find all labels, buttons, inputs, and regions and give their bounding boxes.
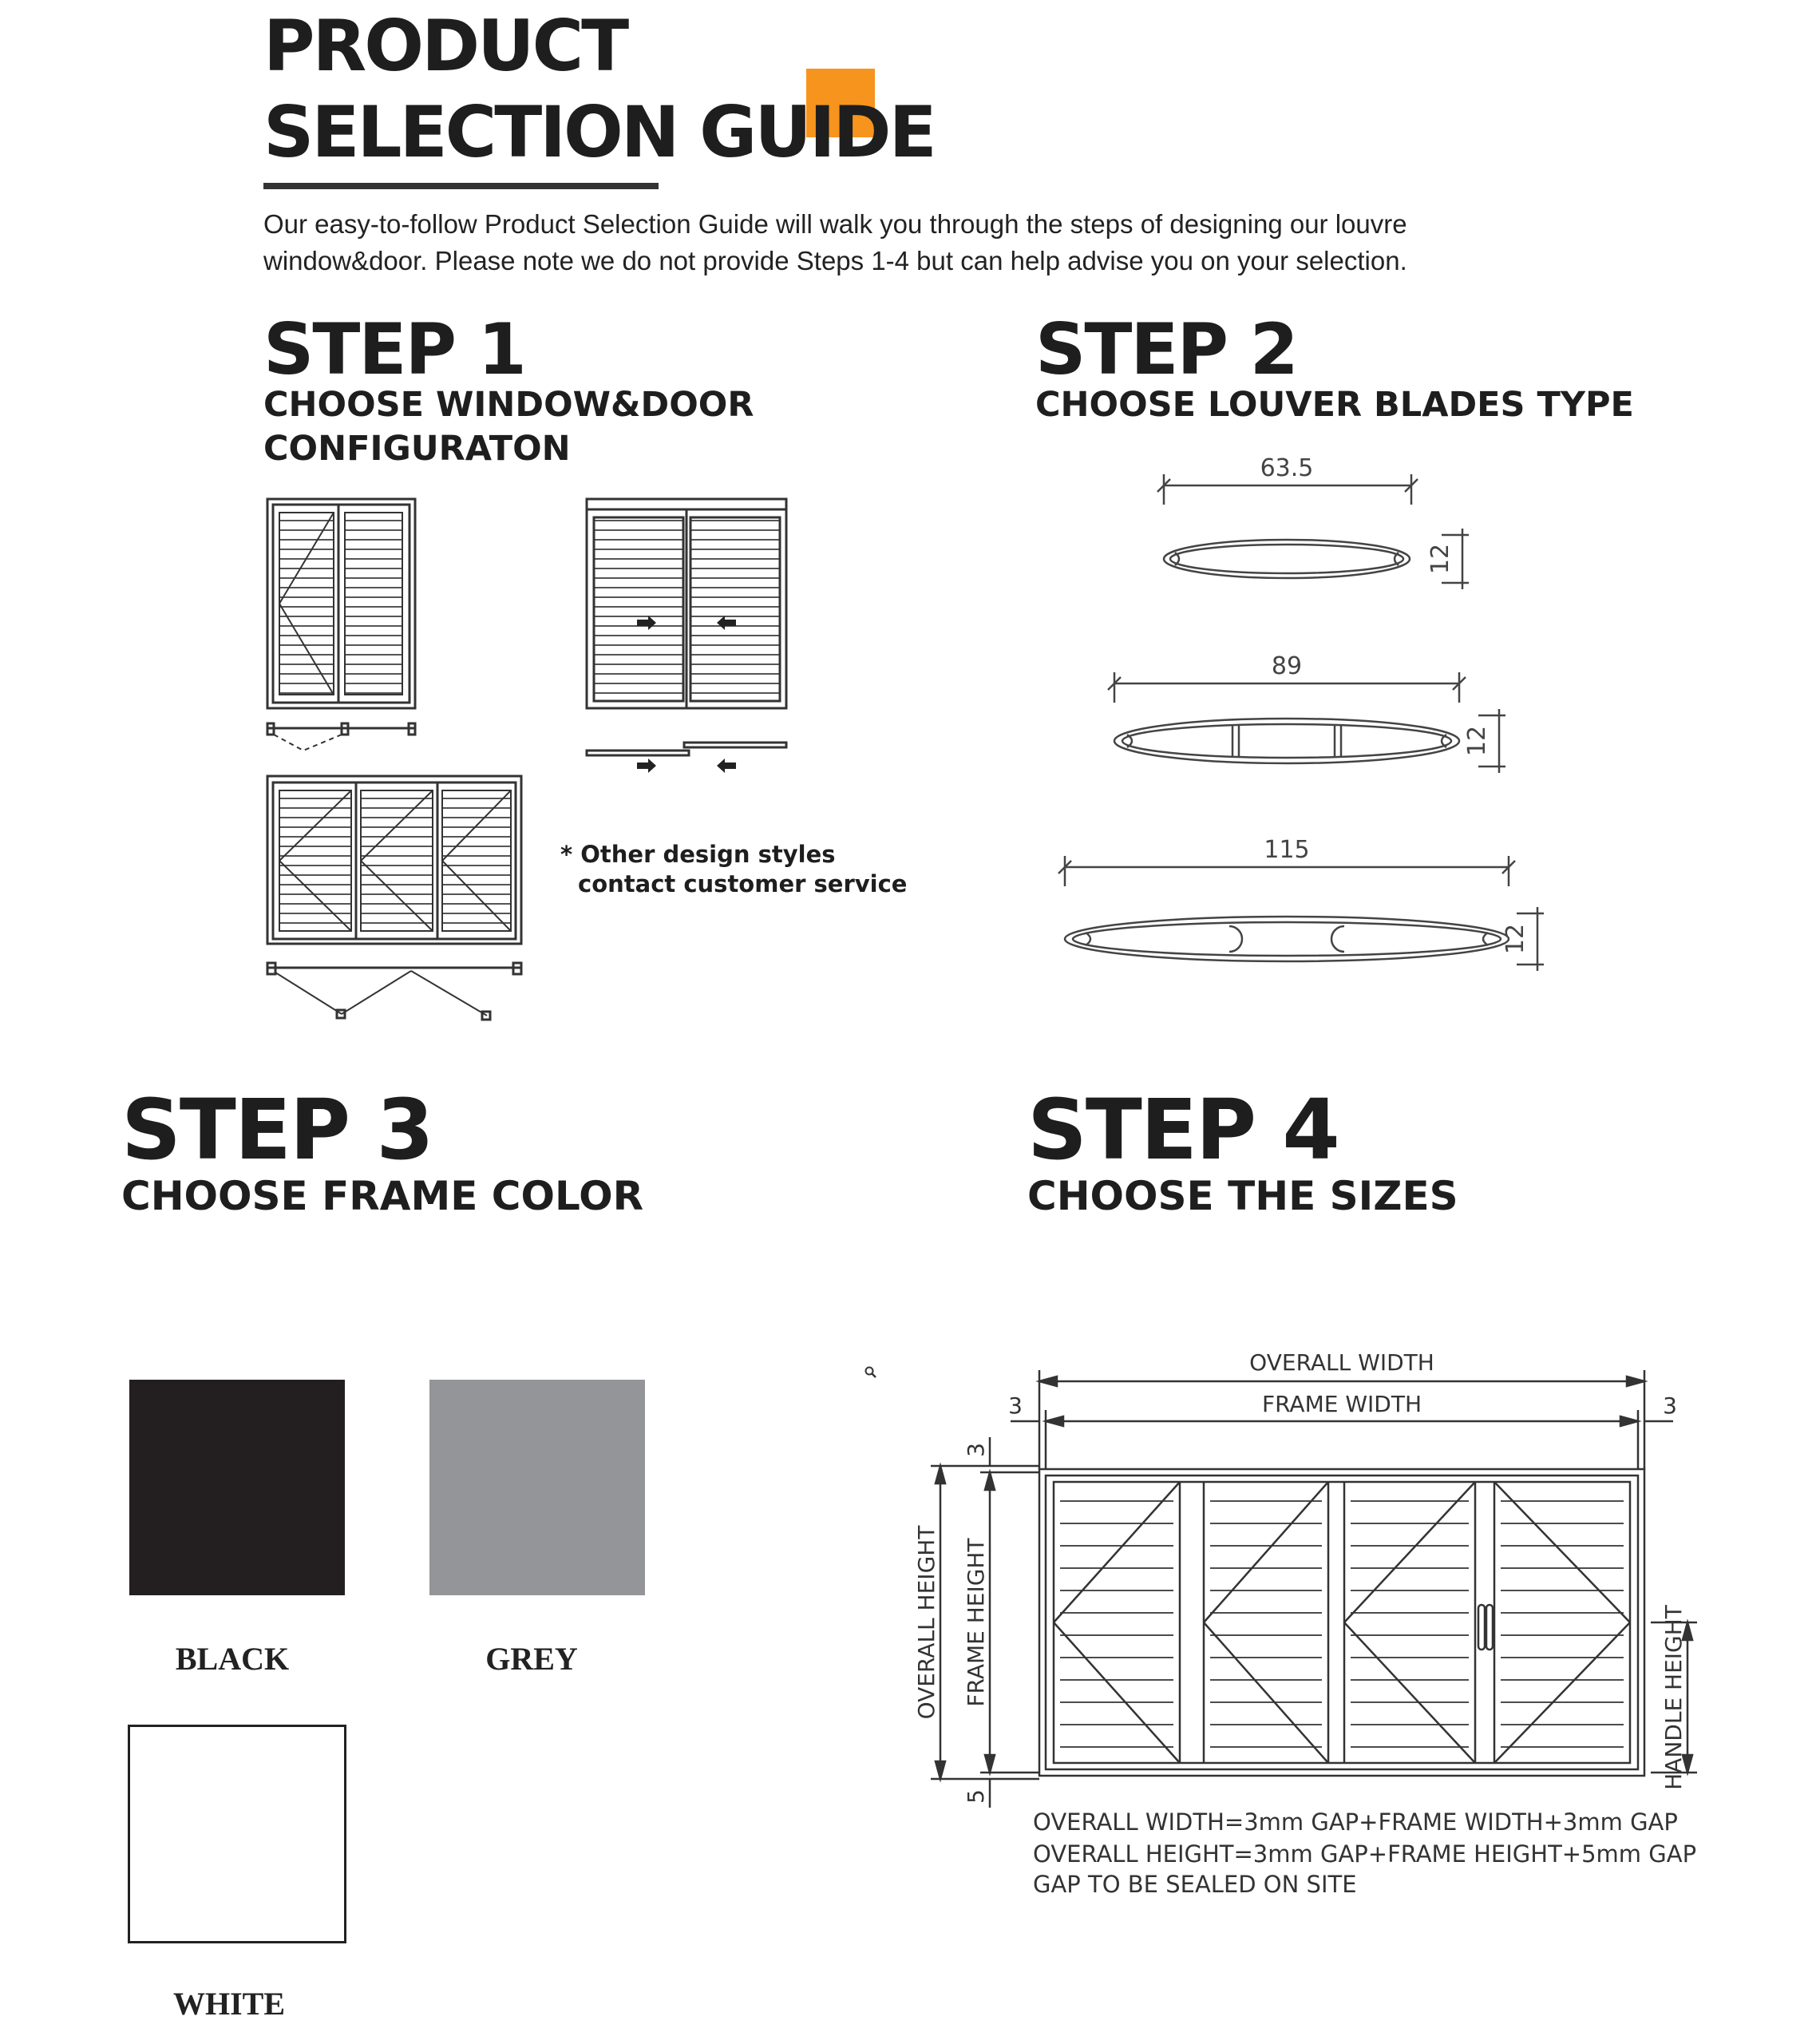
intro-text xyxy=(263,206,1407,279)
blade-63-drawing xyxy=(1157,474,1469,589)
gap-bottom-label: 5 xyxy=(963,1789,989,1804)
step1-note-line-1: * Other design styles xyxy=(560,841,836,868)
blade-3-thickness: 12 xyxy=(1501,923,1529,955)
blade-2-thickness: 12 xyxy=(1463,725,1491,757)
step4-subtitle: CHOOSE THE SIZES xyxy=(1027,1173,1458,1219)
gap-left-label: 3 xyxy=(1008,1392,1023,1419)
blade-115-drawing xyxy=(1058,856,1544,971)
louver-blade-drawings xyxy=(1038,447,1581,990)
title-line-2: SELECTION GUIDE xyxy=(263,91,935,173)
step1-heading: STEP 1 xyxy=(263,308,525,390)
sizes-note-2: OVERALL HEIGHT=3mm GAP+FRAME HEIGHT+5mm GAP xyxy=(1033,1840,1697,1868)
config-sliding-drawing xyxy=(587,499,786,773)
title-underline xyxy=(263,183,659,189)
overall-height-label: OVERALL HEIGHT xyxy=(913,1525,940,1720)
step1-subtitle-line-1: CHOOSE WINDOW&DOOR xyxy=(263,385,754,425)
intro-line-2: window&door. Please note we do not provide Steps 1-4 but can help advise you on your selection. xyxy=(263,246,1407,275)
color-swatch-grey[interactable] xyxy=(429,1380,645,1595)
step4-heading: STEP 4 xyxy=(1027,1081,1339,1178)
color-label-white: WHITE xyxy=(172,1986,286,2022)
frame-height-label: FRAME HEIGHT xyxy=(963,1538,989,1707)
blade-2-width: 89 xyxy=(1271,652,1303,680)
color-swatch-black[interactable] xyxy=(129,1380,345,1595)
step3-subtitle: CHOOSE FRAME COLOR xyxy=(121,1173,644,1219)
overall-width-label: OVERALL WIDTH xyxy=(1249,1349,1434,1376)
color-swatch-white[interactable] xyxy=(128,1725,346,1943)
step3-heading: STEP 3 xyxy=(121,1081,433,1178)
configuration-drawings xyxy=(255,487,894,1030)
intro-line-1: Our easy-to-follow Product Selection Guide will walk you through the steps of designing our louvre xyxy=(263,209,1407,239)
sizes-note-3: GAP TO BE SEALED ON SITE xyxy=(1033,1871,1357,1898)
blade-89-drawing xyxy=(1108,672,1505,773)
blade-3-width: 115 xyxy=(1264,836,1310,864)
config-two-panel-drawing xyxy=(267,499,415,751)
step1-note xyxy=(560,840,907,899)
sizes-diagram xyxy=(902,1341,1724,1916)
step2-heading: STEP 2 xyxy=(1035,308,1297,390)
step1-subtitle xyxy=(263,383,754,471)
sizes-note-1: OVERALL WIDTH=3mm GAP+FRAME WIDTH+3mm GAP xyxy=(1033,1808,1678,1836)
gap-top-label: 3 xyxy=(963,1443,989,1457)
frame-width-label: FRAME WIDTH xyxy=(1262,1391,1422,1417)
gap-right-label: 3 xyxy=(1663,1392,1677,1419)
step2-subtitle: CHOOSE LOUVER BLADES TYPE xyxy=(1035,385,1634,425)
title-line-1: PRODUCT xyxy=(263,5,627,87)
handle-height-label: HANDLE HEIGHT xyxy=(1660,1605,1687,1790)
color-label-black: BLACK xyxy=(175,1641,290,1677)
magnifier-icon xyxy=(864,1365,878,1380)
page-title xyxy=(263,3,935,176)
color-label-grey: GREY xyxy=(485,1641,578,1677)
blade-1-thickness: 12 xyxy=(1426,543,1454,575)
blade-1-width: 63.5 xyxy=(1260,454,1314,482)
step1-note-line-2: contact customer service xyxy=(578,870,908,897)
step1-subtitle-line-2: CONFIGURATON xyxy=(263,429,571,469)
config-folding-drawing xyxy=(267,776,521,1020)
